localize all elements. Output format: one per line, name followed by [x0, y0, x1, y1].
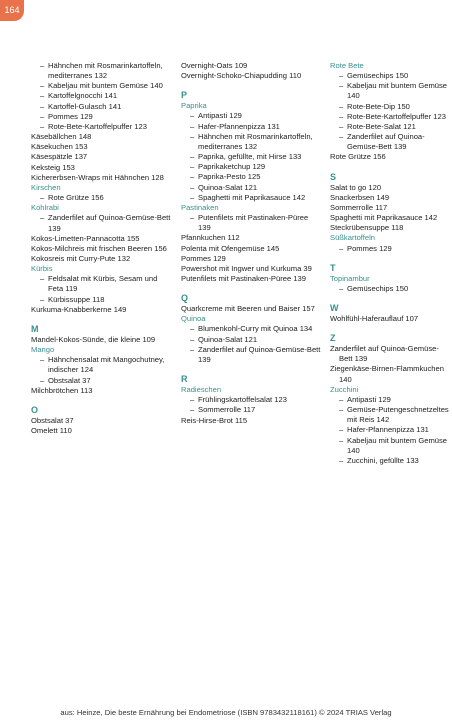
- dash-bullet-icon: –: [40, 81, 45, 91]
- index-subentry-text: Zucchini, gefüllte 133: [347, 455, 419, 465]
- index-subentry: [31, 376, 171, 386]
- index-subentry: [330, 405, 450, 425]
- index-entry: Rote Grütze 156: [330, 152, 386, 162]
- index-subentry-text: Hafer-Pfannenpizza 131: [347, 425, 429, 435]
- index-subentry: [181, 395, 321, 405]
- index-subentry: [181, 213, 321, 233]
- dash-bullet-icon: –: [190, 162, 195, 172]
- index-entry: Käsebällchen 148: [31, 132, 92, 142]
- index-keyword-heading: Radieschen: [181, 385, 222, 395]
- index-entry: Snackerbsen 149: [330, 192, 390, 202]
- index-entry: Wohlfühl-Haferauflauf 107: [330, 313, 419, 323]
- index-subentry-text: Putenfilets mit Pastinaken-Püree 139: [198, 213, 309, 233]
- index-subentry-text: Antipasti 129: [347, 394, 391, 404]
- index-subentry: [31, 193, 171, 203]
- index-letter-heading: Q: [181, 293, 189, 304]
- dash-bullet-icon: –: [339, 455, 344, 465]
- dash-bullet-icon: –: [40, 294, 45, 304]
- index-subentry: [181, 162, 321, 172]
- index-subentry-text: Paprika, gefüllte, mit Hirse 133: [198, 152, 302, 162]
- index-keyword-heading: Rote Bete: [330, 61, 364, 70]
- dash-bullet-icon: –: [339, 111, 344, 121]
- dash-bullet-icon: –: [339, 71, 344, 81]
- index-subentry-text: Obstsalat 37: [48, 375, 91, 385]
- index-entry: Kurkuma-Knabberkerne 149: [31, 304, 127, 314]
- index-subentry: [181, 132, 321, 152]
- index-entry: Overnight-Oats 109: [181, 61, 248, 70]
- index-keyword-heading: Kohlrabi: [31, 203, 59, 213]
- index-subentry: [31, 122, 171, 132]
- dash-bullet-icon: –: [40, 91, 45, 101]
- index-subentry: [181, 405, 321, 415]
- index-entry: Powershot mit Ingwer und Kurkuma 39: [181, 263, 312, 273]
- index-entry: Pfannkuchen 112: [181, 233, 240, 243]
- dash-bullet-icon: –: [339, 405, 344, 415]
- index-subentry-text: Zanderfilet auf Quinoa-Gemüse-Bett 139: [347, 132, 425, 152]
- index-subentry-text: Rote-Bete-Kartoffelpuffer 123: [48, 121, 147, 131]
- index-subentry: [330, 395, 450, 405]
- index-entry: Kokosreis mit Curry-Pute 132: [31, 253, 131, 263]
- index-subentry-text: Pommes 129: [347, 243, 392, 253]
- index-subentry: [330, 425, 450, 435]
- index-subentry-text: Quinoa-Salat 121: [198, 334, 258, 344]
- index-entry: Sommerrolle 117: [330, 202, 388, 212]
- dash-bullet-icon: –: [190, 182, 195, 192]
- index-subentry-text: Kartoffelgnocchi 141: [48, 91, 118, 101]
- index-subentry: [330, 436, 450, 456]
- index-subentry: [330, 112, 450, 122]
- index-keyword-heading: Pastinaken: [181, 202, 219, 212]
- dash-bullet-icon: –: [190, 111, 195, 121]
- dash-bullet-icon: –: [190, 344, 195, 354]
- index-subentry-text: Rote-Bete-Salat 121: [347, 121, 416, 131]
- footer-citation: aus: Heinze, Die beste Ernährung bei Endometriose (ISBN 9783432118161) © 2024 TRIAS Verlag: [60, 708, 392, 717]
- index-subentry: [31, 295, 171, 305]
- index-subentry-text: Feldsalat mit Kürbis, Sesam und Feta 119: [48, 274, 158, 294]
- index-subentry: [181, 345, 321, 365]
- index-subentry-text: Kabeljau mit buntem Gemüse 140: [347, 81, 448, 101]
- index-subentry: [330, 71, 450, 81]
- index-subentry: [330, 102, 450, 112]
- dash-bullet-icon: –: [40, 111, 45, 121]
- index-subentry: [181, 193, 321, 203]
- index-subentry-text: Sommerrolle 117: [198, 405, 256, 415]
- index-entry: Mandel-Kokos-Sünde, die kleine 109: [31, 334, 156, 344]
- index-entry: Zanderfilet auf Quinoa-Gemüse-Bett 139: [330, 344, 439, 364]
- index-subentry-text: Quinoa-Salat 121: [198, 182, 258, 192]
- dash-bullet-icon: –: [40, 213, 45, 223]
- index-subentry-text: Gemüsechips 150: [347, 71, 409, 81]
- index-keyword-heading: Topinambur: [330, 273, 370, 283]
- index-entry: Overnight-Schoko-Chiapudding 110: [181, 71, 302, 81]
- index-keyword-heading: Quinoa: [181, 314, 206, 324]
- index-entry: Keksteig 153: [31, 162, 75, 172]
- index-subentry-text: Rote Grütze 156: [48, 193, 104, 203]
- index-entry: Spaghetti mit Paprikasauce 142: [330, 213, 438, 223]
- index-subentry-text: Kabeljau mit buntem Gemüse 140: [347, 435, 448, 455]
- index-subentry-text: Zanderfilet auf Quinoa-Gemüse-Bett 139: [48, 213, 171, 233]
- index-letter-heading: O: [31, 404, 39, 415]
- dash-bullet-icon: –: [40, 121, 45, 131]
- index-subentry-text: Zanderfilet auf Quinoa-Gemüse-Bett 139: [198, 344, 321, 364]
- dash-bullet-icon: –: [190, 131, 195, 141]
- index-keyword-heading: Kürbis: [31, 264, 53, 274]
- index-subentry: [181, 122, 321, 132]
- index-subentry: [31, 355, 171, 375]
- index-column-1: [31, 61, 171, 436]
- dash-bullet-icon: –: [40, 355, 45, 365]
- index-keyword-heading: Zucchini: [330, 384, 359, 394]
- index-subentry: [31, 274, 171, 294]
- dash-bullet-icon: –: [190, 172, 195, 182]
- index-keyword-heading: Süßkartoffeln: [330, 233, 376, 243]
- dash-bullet-icon: –: [190, 213, 195, 223]
- dash-bullet-icon: –: [339, 425, 344, 435]
- dash-bullet-icon: –: [339, 243, 344, 253]
- dash-bullet-icon: –: [190, 152, 195, 162]
- index-keyword-heading: Paprika: [181, 101, 207, 111]
- index-subentry: [330, 456, 450, 466]
- dash-bullet-icon: –: [40, 274, 45, 284]
- index-entry: Kichererbsen-Wraps mit Hähnchen 128: [31, 172, 164, 182]
- index-subentry: [31, 61, 171, 81]
- index-subentry-text: Hähnchensalat mit Mangochutney, indischer 124: [48, 355, 165, 375]
- dash-bullet-icon: –: [40, 375, 45, 385]
- dash-bullet-icon: –: [339, 101, 344, 111]
- dash-bullet-icon: –: [339, 283, 344, 293]
- index-subentry: [181, 152, 321, 162]
- index-entry: Milchbrötchen 113: [31, 385, 93, 395]
- index-letter-heading: T: [330, 262, 336, 273]
- index-subentry: [181, 335, 321, 345]
- dash-bullet-icon: –: [339, 435, 344, 445]
- index-subentry-text: Spaghetti mit Paprikasauce 142: [198, 192, 306, 202]
- index-subentry: [31, 112, 171, 122]
- dash-bullet-icon: –: [190, 324, 195, 334]
- index-letter-heading: P: [181, 90, 188, 101]
- index-subentry: [330, 132, 450, 152]
- index-entry: Quarkcreme mit Beeren und Baiser 157: [181, 304, 315, 314]
- index-letter-heading: W: [330, 302, 339, 313]
- index-subentry: [31, 81, 171, 91]
- index-letter-heading: R: [181, 374, 188, 385]
- index-entry: Putenfilets mit Pastinaken-Püree 139: [181, 273, 306, 283]
- index-subentry-text: Gemüsechips 150: [347, 283, 409, 293]
- index-subentry-text: Paprika-Pesto 125: [198, 172, 261, 182]
- index-entry: Reis-Hirse-Brot 115: [181, 415, 248, 425]
- index-subentry-text: Gemüse-Putengeschnetzeltes mit Reis 142: [347, 405, 449, 425]
- index-subentry: [181, 183, 321, 193]
- index-subentry: [181, 324, 321, 334]
- index-subentry-text: Rote-Bete-Kartoffelpuffer 123: [347, 111, 446, 121]
- index-subentry-text: Kartoffel-Gulasch 141: [48, 101, 122, 111]
- dash-bullet-icon: –: [40, 101, 45, 111]
- index-entry: Steckrübensuppe 118: [330, 223, 404, 233]
- index-subentry: [31, 102, 171, 112]
- index-entry: Pommes 129: [181, 253, 226, 263]
- index-entry: Omelett 110: [31, 426, 72, 435]
- index-subentry: [330, 244, 450, 254]
- index-keyword-heading: Mango: [31, 345, 55, 355]
- index-entry: Käsespätzle 137: [31, 152, 88, 162]
- index-letter-heading: M: [31, 323, 39, 334]
- dash-bullet-icon: –: [190, 395, 195, 405]
- index-entry: Kokos-Milchreis mit frischen Beeren 156: [31, 243, 167, 253]
- page-number-badge: 164: [0, 0, 24, 21]
- index-subentry-text: Rote-Bete-Dip 150: [347, 101, 410, 111]
- index-entry: Salat to go 120: [330, 182, 382, 192]
- index-column-2: [181, 61, 321, 426]
- index-subentry: [330, 81, 450, 101]
- index-entry: Obstsalat 37: [31, 415, 74, 425]
- index-entry: Kokos-Limetten-Pannacotta 155: [31, 233, 140, 243]
- index-subentry-text: Hähnchen mit Rosmarinkartoffeln, mediterranes 132: [198, 131, 313, 151]
- index-subentry: [181, 172, 321, 182]
- index-subentry-text: Kürbissuppe 118: [48, 294, 105, 304]
- dash-bullet-icon: –: [40, 61, 45, 70]
- dash-bullet-icon: –: [40, 193, 45, 203]
- index-subentry-text: Pommes 129: [48, 111, 93, 121]
- index-subentry-text: Frühlingskartoffelsalat 123: [198, 395, 287, 405]
- index-entry: Ziegenkäse-Birnen-Flammkuchen 140: [330, 364, 444, 384]
- index-subentry: [31, 213, 171, 233]
- dash-bullet-icon: –: [339, 121, 344, 131]
- index-subentry-text: Hähnchen mit Rosmarinkartoffeln, mediterranes 132: [48, 61, 163, 81]
- index-column-3: [330, 61, 450, 466]
- dash-bullet-icon: –: [190, 121, 195, 131]
- index-letter-heading: Z: [330, 333, 336, 344]
- index-keyword-heading: Kirschen: [31, 182, 61, 192]
- index-letter-heading: S: [330, 171, 337, 182]
- index-subentry-text: Paprikaketchup 129: [198, 162, 266, 172]
- index-subentry: [330, 122, 450, 132]
- index-subentry-text: Hafer-Pfannenpizza 131: [198, 121, 280, 131]
- dash-bullet-icon: –: [190, 405, 195, 415]
- index-subentry-text: Antipasti 129: [198, 111, 242, 121]
- dash-bullet-icon: –: [190, 334, 195, 344]
- index-subentry: [330, 284, 450, 294]
- dash-bullet-icon: –: [190, 192, 195, 202]
- index-subentry: [181, 111, 321, 121]
- index-entry: Käsekuchen 153: [31, 142, 88, 152]
- index-subentry-text: Blumenkohl-Curry mit Quinoa 134: [198, 324, 313, 334]
- index-subentry-text: Kabeljau mit buntem Gemüse 140: [48, 81, 163, 91]
- index-subentry: [31, 91, 171, 101]
- index-entry: Polenta mit Ofengemüse 145: [181, 243, 280, 253]
- dash-bullet-icon: –: [339, 394, 344, 404]
- dash-bullet-icon: –: [339, 132, 344, 142]
- dash-bullet-icon: –: [339, 81, 344, 91]
